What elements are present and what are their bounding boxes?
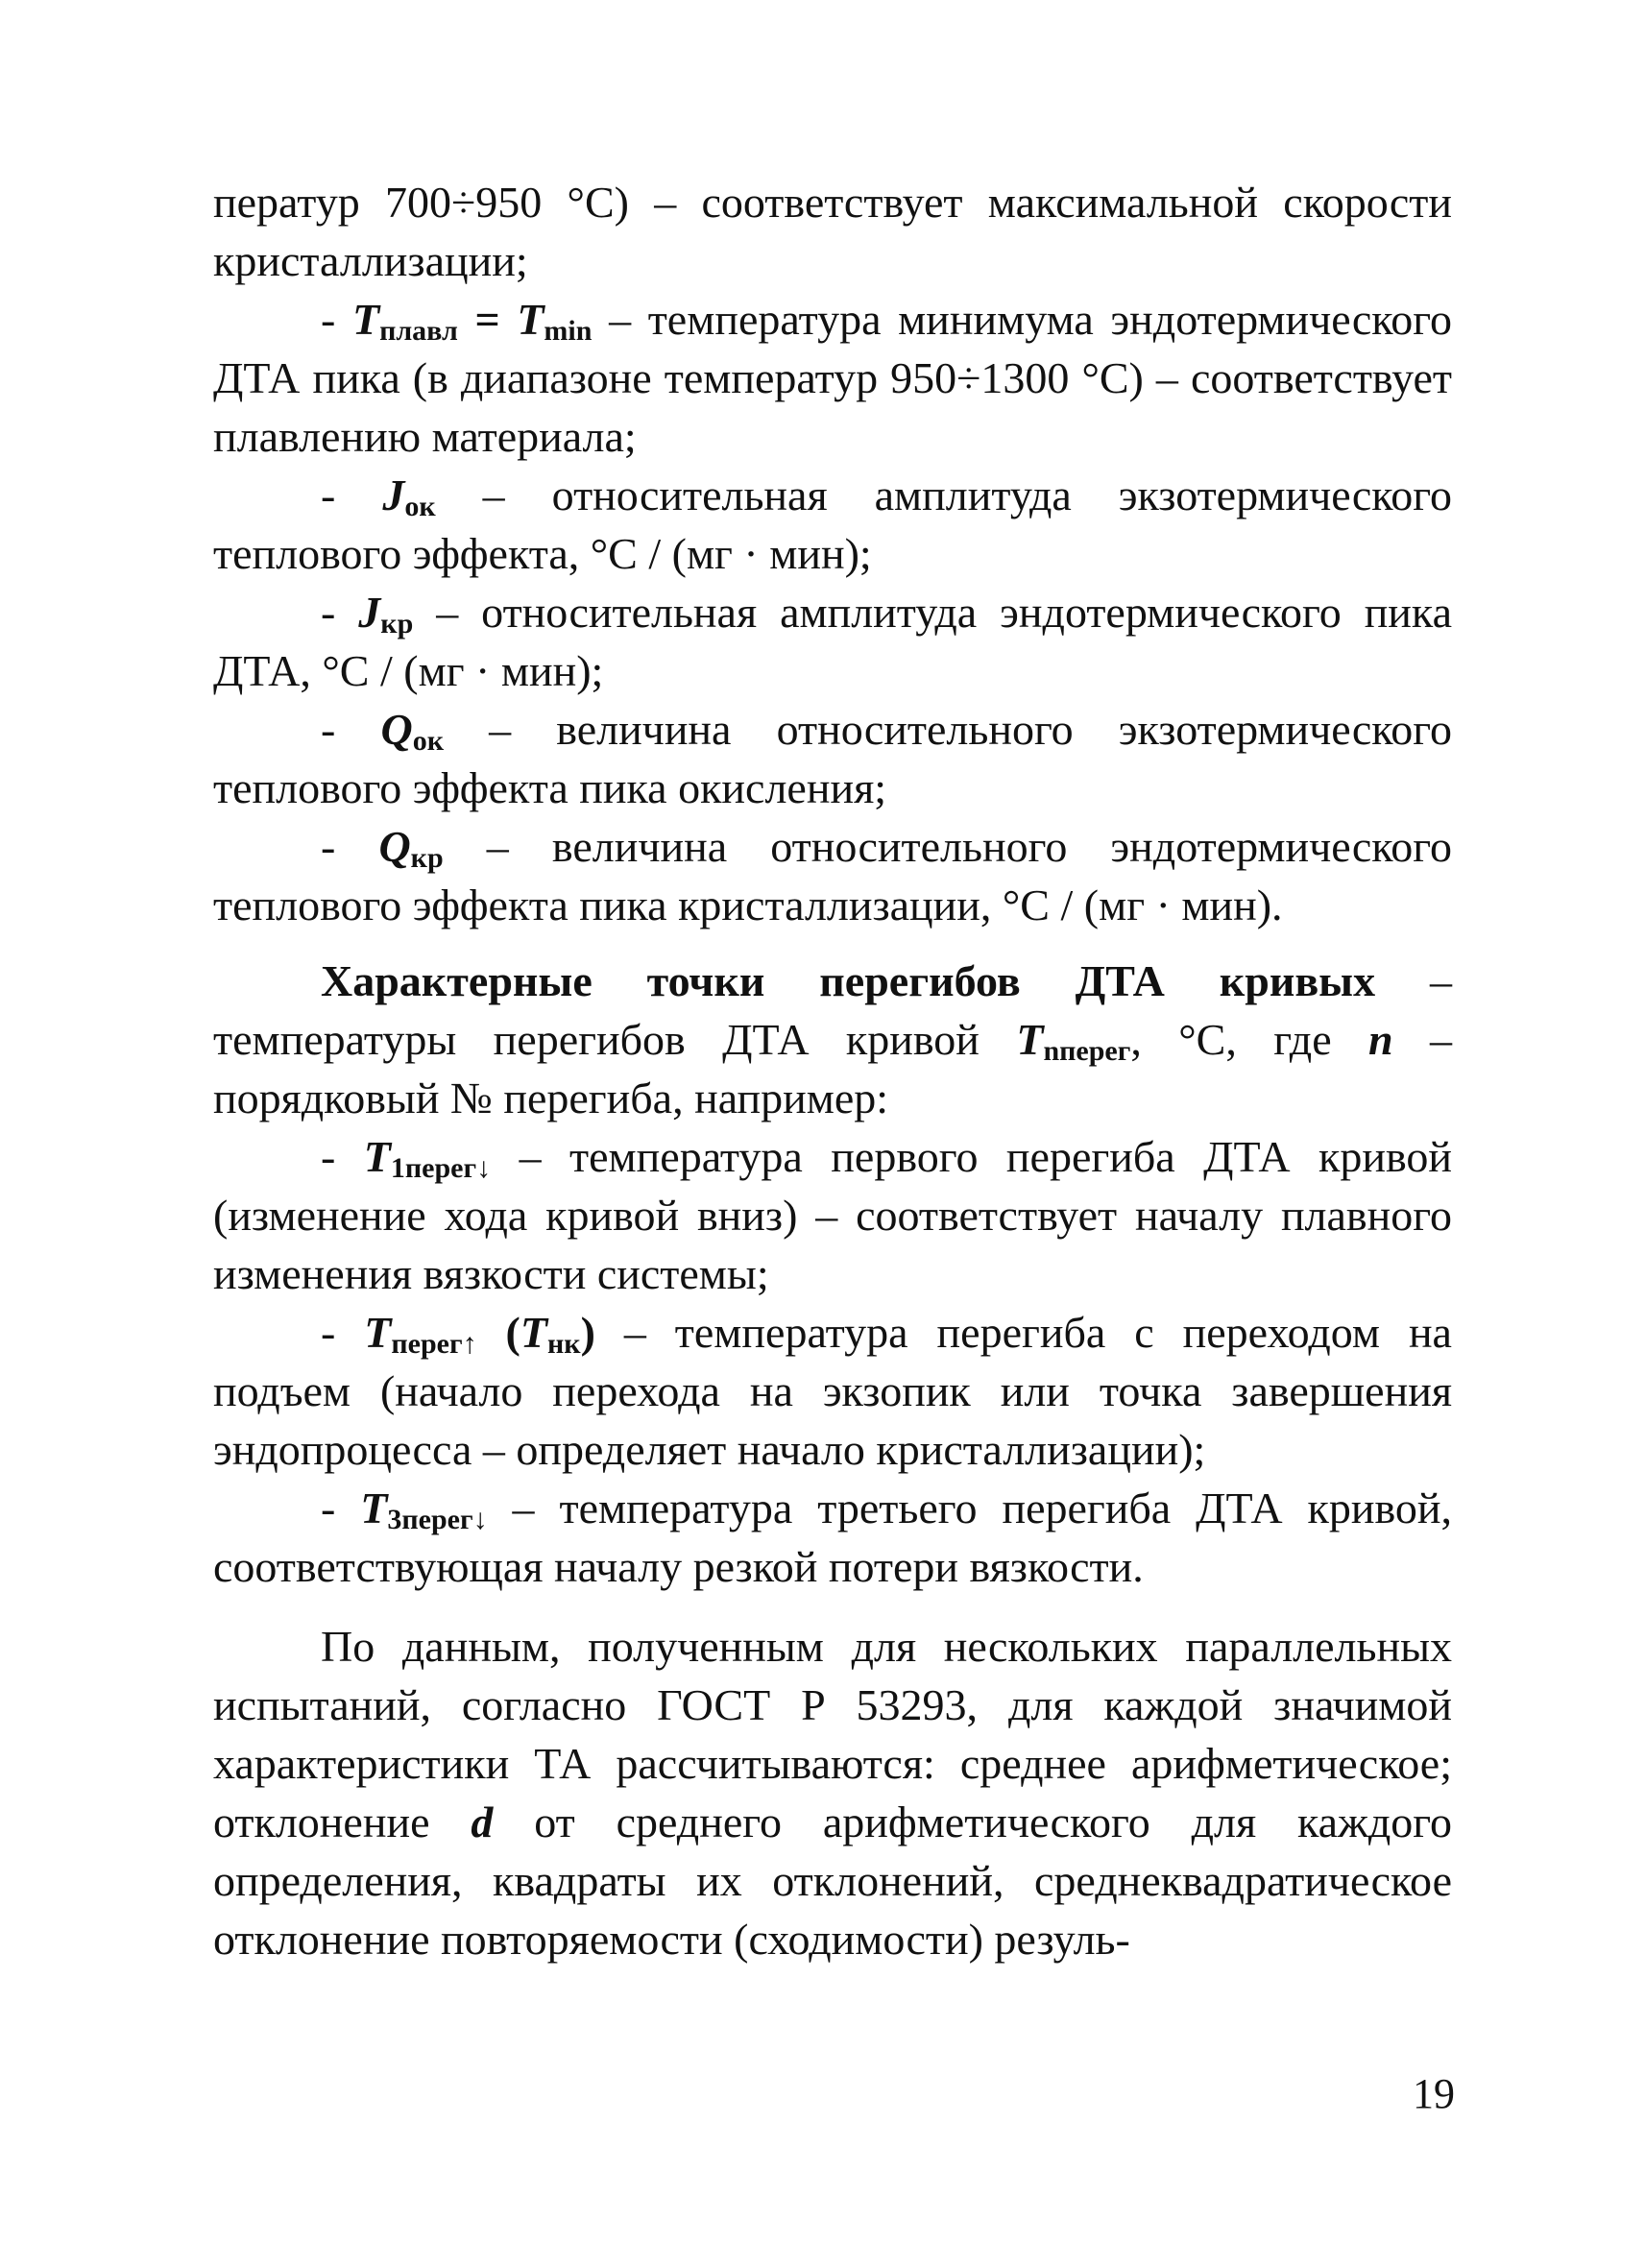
subscript: 1перег↓ bbox=[390, 1152, 492, 1184]
paragraph-t3-inflection: - $T_{3перег↓}$ – температура третьего перегиба ДТА кривой, соответствующая началу резкой потери вязкости. bbox=[213, 1484, 1452, 1591]
symbol-q: Q bbox=[378, 822, 411, 871]
body-text bbox=[213, 173, 1452, 1968]
symbol-t: T bbox=[360, 1484, 388, 1532]
symbol-n: n bbox=[1368, 1015, 1393, 1064]
subscript: кр bbox=[410, 842, 444, 874]
symbol-t: T bbox=[363, 1132, 391, 1181]
symbol-q: Q bbox=[380, 705, 413, 754]
subscript: ок bbox=[412, 725, 444, 757]
symbol-d: d bbox=[471, 1798, 494, 1846]
paragraph-q-kr: - $Q_{кр}$ – величина относительного эндотермического теплового эффекта пика кристаллизации, °С / (мг · мин). bbox=[213, 822, 1452, 929]
paragraph-t-melt: - $T_{плавл} = T_{min}$ – температура минимума эндотермического ДТА пика (в диапазоне температур 950÷1300 °С) – соответствует плавлению материала; bbox=[213, 295, 1452, 461]
paragraph-t-rise-inflection: - $T_{перег↑}$ $(T_{нк})$ – температура перегиба с переходом на подъем (начало перехода на экзопик или точка завершения эндопроцесса – определяет начало кристаллизации); bbox=[213, 1308, 1452, 1474]
paragraph-inflection-points: Характерные точки перегибов ДТА кривых – температуры перегибов ДТА кривой $T_{nперег}$, °С, где n – порядковый № перегиба, например: bbox=[213, 956, 1453, 1122]
subscript: плавл bbox=[379, 315, 458, 347]
subscript: перег↑ bbox=[391, 1328, 477, 1360]
paragraph-statistics: По данным, полученным для нескольких параллельных испытаний, согласно ГОСТ Р 53293, для каждой значимой характеристики ТА рассчитываются: среднее арифметическое; отклонение d от среднего арифметического для каждого определения, квадраты их отклонений, среднеквадратическое отклонение повторяемости (сходимости) резуль- bbox=[213, 1622, 1452, 1964]
symbol-t: T bbox=[520, 1308, 547, 1357]
paragraph-j-ok: - $J_{ок}$ – относительная амплитуда экзотермического теплового эффекта, °С / (мг · мин); bbox=[213, 470, 1452, 578]
paragraph-q-ok: - $Q_{ок}$ – величина относительного экзотермического теплового эффекта пика окисления; bbox=[213, 705, 1452, 812]
paragraph-j-kr: - $J_{кр}$ – относительная амплитуда эндотермического пика ДТА, °С / (мг · мин); bbox=[213, 588, 1452, 695]
term-heading: Характерные точки перегибов ДТА кривых bbox=[321, 956, 1376, 1005]
subscript: nперег bbox=[1043, 1035, 1131, 1067]
symbol-t: T bbox=[364, 1308, 392, 1357]
symbol-t: T bbox=[351, 295, 380, 344]
page-number: 19 bbox=[1413, 2070, 1455, 2117]
subscript: 3перег↓ bbox=[387, 1504, 488, 1535]
subscript: ок bbox=[404, 491, 436, 522]
symbol-t: T bbox=[1016, 1015, 1044, 1064]
subscript: кр bbox=[380, 608, 414, 639]
subscript: нк bbox=[546, 1328, 581, 1360]
paragraph-t1-inflection: - $T_{1перег↓}$ – температура первого перегиба ДТА кривой (изменение хода кривой вниз) – соответствует началу плавного изменения вязкости системы; bbox=[213, 1132, 1452, 1298]
symbol-j: J bbox=[382, 470, 405, 519]
paragraph-continuation: ператур 700÷950 °С) – соответствует максимальной скорости кристаллизации; bbox=[213, 178, 1452, 285]
subscript: min bbox=[544, 315, 593, 347]
symbol-j: J bbox=[358, 588, 381, 637]
symbol-t: T bbox=[517, 295, 544, 344]
